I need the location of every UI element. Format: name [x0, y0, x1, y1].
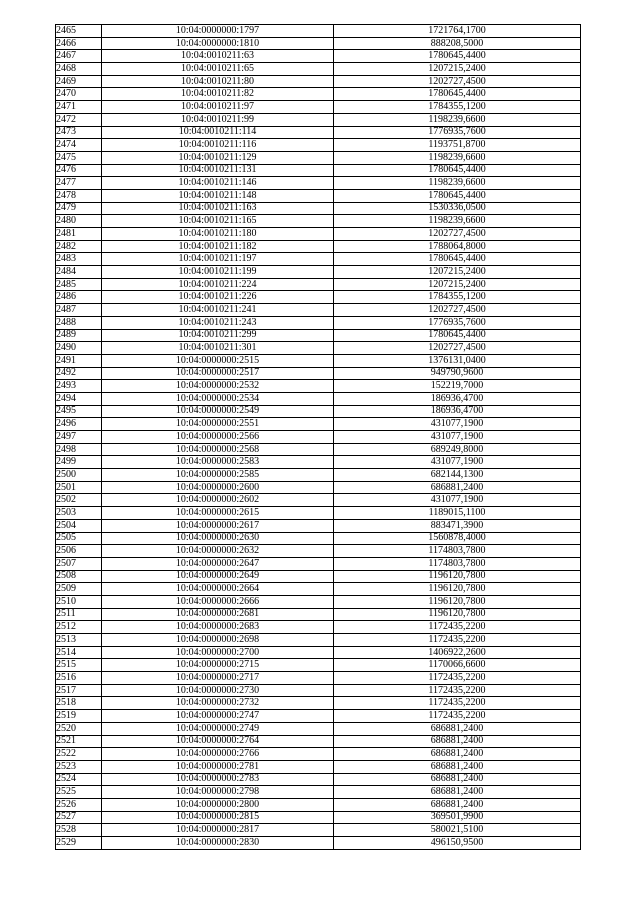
table-row [56, 824, 581, 837]
row-number-cell: 2468 [56, 63, 102, 76]
row-number-cell: 2522 [56, 748, 102, 761]
value-cell: 1196120,7800 [334, 583, 581, 596]
row-number-cell: 2486 [56, 291, 102, 304]
row-number-cell: 2487 [56, 304, 102, 317]
table-row [56, 646, 581, 659]
table-row [56, 722, 581, 735]
cadastral-number-cell: 10:04:0000000:2600 [102, 481, 334, 494]
value-cell: 1202727,4500 [334, 228, 581, 241]
cadastral-number-cell: 10:04:0010211:226 [102, 291, 334, 304]
value-cell: 686881,2400 [334, 798, 581, 811]
table-row [56, 456, 581, 469]
row-number-cell: 2477 [56, 177, 102, 190]
value-cell: 1207215,2400 [334, 266, 581, 279]
value-cell: 1193751,8700 [334, 139, 581, 152]
value-cell: 1780645,4400 [334, 253, 581, 266]
value-cell: 431077,1900 [334, 431, 581, 444]
value-cell: 431077,1900 [334, 494, 581, 507]
cadastral-number-cell: 10:04:0010211:163 [102, 202, 334, 215]
table-row [56, 88, 581, 101]
cadastral-number-cell: 10:04:0000000:2583 [102, 456, 334, 469]
table-row [56, 151, 581, 164]
value-cell: 1189015,1100 [334, 507, 581, 520]
value-cell: 1196120,7800 [334, 595, 581, 608]
table-row [56, 773, 581, 786]
table-row [56, 811, 581, 824]
cadastral-number-cell: 10:04:0000000:2717 [102, 672, 334, 685]
table-row [56, 672, 581, 685]
table-row [56, 570, 581, 583]
row-number-cell: 2523 [56, 760, 102, 773]
row-number-cell: 2478 [56, 189, 102, 202]
cadastral-number-cell: 10:04:0010211:148 [102, 189, 334, 202]
cadastral-number-cell: 10:04:0010211:131 [102, 164, 334, 177]
table-body [56, 25, 581, 850]
cadastral-number-cell: 10:04:0000000:2764 [102, 735, 334, 748]
cadastral-number-cell: 10:04:0010211:65 [102, 63, 334, 76]
cadastral-number-cell: 10:04:0000000:2681 [102, 608, 334, 621]
row-number-cell: 2467 [56, 50, 102, 63]
cadastral-number-cell: 10:04:0000000:2715 [102, 659, 334, 672]
cadastral-number-cell: 10:04:0000000:2551 [102, 418, 334, 431]
data-table [55, 24, 581, 850]
row-number-cell: 2472 [56, 113, 102, 126]
value-cell: 686881,2400 [334, 481, 581, 494]
row-number-cell: 2521 [56, 735, 102, 748]
cadastral-number-cell: 10:04:0000000:2532 [102, 380, 334, 393]
value-cell: 431077,1900 [334, 418, 581, 431]
value-cell: 1196120,7800 [334, 608, 581, 621]
cadastral-number-cell: 10:04:0010211:197 [102, 253, 334, 266]
table-row [56, 266, 581, 279]
cadastral-number-cell: 10:04:0000000:2766 [102, 748, 334, 761]
cadastral-number-cell: 10:04:0000000:1797 [102, 25, 334, 38]
row-number-cell: 2511 [56, 608, 102, 621]
table-row [56, 354, 581, 367]
cadastral-number-cell: 10:04:0010211:301 [102, 342, 334, 355]
value-cell: 1202727,4500 [334, 342, 581, 355]
value-cell: 888208,5000 [334, 37, 581, 50]
cadastral-number-cell: 10:04:0000000:2632 [102, 545, 334, 558]
table-row [56, 760, 581, 773]
table-row [56, 126, 581, 139]
row-number-cell: 2481 [56, 228, 102, 241]
table-row [56, 177, 581, 190]
value-cell: 186936,4700 [334, 405, 581, 418]
cadastral-number-cell: 10:04:0010211:180 [102, 228, 334, 241]
value-cell: 1202727,4500 [334, 75, 581, 88]
table-row [56, 215, 581, 228]
row-number-cell: 2482 [56, 240, 102, 253]
cadastral-number-cell: 10:04:0000000:2617 [102, 519, 334, 532]
table-row [56, 494, 581, 507]
cadastral-number-cell: 10:04:0000000:2815 [102, 811, 334, 824]
table-row [56, 278, 581, 291]
value-cell: 1207215,2400 [334, 63, 581, 76]
cadastral-number-cell: 10:04:0000000:2566 [102, 431, 334, 444]
value-cell: 1172435,2200 [334, 672, 581, 685]
table-row [56, 659, 581, 672]
value-cell: 883471,3900 [334, 519, 581, 532]
table-row [56, 786, 581, 799]
row-number-cell: 2494 [56, 392, 102, 405]
value-cell: 1172435,2200 [334, 697, 581, 710]
table-row [56, 405, 581, 418]
row-number-cell: 2491 [56, 354, 102, 367]
row-number-cell: 2473 [56, 126, 102, 139]
document-page [55, 24, 577, 850]
row-number-cell: 2514 [56, 646, 102, 659]
value-cell: 152219,7000 [334, 380, 581, 393]
cadastral-number-cell: 10:04:0000000:2647 [102, 557, 334, 570]
value-cell: 1780645,4400 [334, 189, 581, 202]
row-number-cell: 2475 [56, 151, 102, 164]
table-row [56, 139, 581, 152]
table-row [56, 316, 581, 329]
table-row [56, 37, 581, 50]
table-row [56, 342, 581, 355]
row-number-cell: 2488 [56, 316, 102, 329]
row-number-cell: 2485 [56, 278, 102, 291]
row-number-cell: 2479 [56, 202, 102, 215]
value-cell: 186936,4700 [334, 392, 581, 405]
value-cell: 1780645,4400 [334, 329, 581, 342]
cadastral-number-cell: 10:04:0000000:2534 [102, 392, 334, 405]
value-cell: 1406922,2600 [334, 646, 581, 659]
table-row [56, 63, 581, 76]
table-row [56, 113, 581, 126]
row-number-cell: 2498 [56, 443, 102, 456]
table-row [56, 253, 581, 266]
row-number-cell: 2469 [56, 75, 102, 88]
value-cell: 1780645,4400 [334, 88, 581, 101]
value-cell: 686881,2400 [334, 773, 581, 786]
row-number-cell: 2527 [56, 811, 102, 824]
cadastral-number-cell: 10:04:0010211:97 [102, 101, 334, 114]
cadastral-number-cell: 10:04:0000000:2700 [102, 646, 334, 659]
row-number-cell: 2500 [56, 469, 102, 482]
row-number-cell: 2496 [56, 418, 102, 431]
cadastral-number-cell: 10:04:0000000:2747 [102, 710, 334, 723]
value-cell: 580021,5100 [334, 824, 581, 837]
cadastral-number-cell: 10:04:0000000:2781 [102, 760, 334, 773]
cadastral-number-cell: 10:04:0010211:82 [102, 88, 334, 101]
value-cell: 1780645,4400 [334, 50, 581, 63]
cadastral-number-cell: 10:04:0000000:2615 [102, 507, 334, 520]
value-cell: 1780645,4400 [334, 164, 581, 177]
cadastral-number-cell: 10:04:0010211:129 [102, 151, 334, 164]
table-row [56, 164, 581, 177]
value-cell: 1776935,7600 [334, 126, 581, 139]
row-number-cell: 2508 [56, 570, 102, 583]
table-row [56, 469, 581, 482]
value-cell: 1784355,1200 [334, 101, 581, 114]
value-cell: 431077,1900 [334, 456, 581, 469]
value-cell: 682144,1300 [334, 469, 581, 482]
value-cell: 1198239,6600 [334, 215, 581, 228]
table-row [56, 329, 581, 342]
cadastral-number-cell: 10:04:0010211:116 [102, 139, 334, 152]
cadastral-number-cell: 10:04:0000000:2798 [102, 786, 334, 799]
cadastral-number-cell: 10:04:0000000:2732 [102, 697, 334, 710]
cadastral-number-cell: 10:04:0000000:2585 [102, 469, 334, 482]
row-number-cell: 2502 [56, 494, 102, 507]
cadastral-number-cell: 10:04:0000000:2730 [102, 684, 334, 697]
value-cell: 1172435,2200 [334, 684, 581, 697]
cadastral-number-cell: 10:04:0000000:2749 [102, 722, 334, 735]
value-cell: 1530336,0500 [334, 202, 581, 215]
table-row [56, 380, 581, 393]
row-number-cell: 2526 [56, 798, 102, 811]
row-number-cell: 2519 [56, 710, 102, 723]
cadastral-number-cell: 10:04:0000000:2515 [102, 354, 334, 367]
table-row [56, 697, 581, 710]
cadastral-number-cell: 10:04:0010211:224 [102, 278, 334, 291]
row-number-cell: 2474 [56, 139, 102, 152]
value-cell: 686881,2400 [334, 760, 581, 773]
row-number-cell: 2471 [56, 101, 102, 114]
cadastral-number-cell: 10:04:0010211:99 [102, 113, 334, 126]
table-row [56, 431, 581, 444]
cadastral-number-cell: 10:04:0000000:2630 [102, 532, 334, 545]
cadastral-number-cell: 10:04:0010211:241 [102, 304, 334, 317]
table-row [56, 634, 581, 647]
cadastral-number-cell: 10:04:0010211:63 [102, 50, 334, 63]
row-number-cell: 2509 [56, 583, 102, 596]
table-row [56, 240, 581, 253]
value-cell: 496150,9500 [334, 837, 581, 850]
table-row [56, 519, 581, 532]
value-cell: 1174803,7800 [334, 557, 581, 570]
value-cell: 1776935,7600 [334, 316, 581, 329]
table-row [56, 545, 581, 558]
value-cell: 369501,9900 [334, 811, 581, 824]
table-row [56, 304, 581, 317]
table-row [56, 50, 581, 63]
row-number-cell: 2470 [56, 88, 102, 101]
cadastral-number-cell: 10:04:0000000:2683 [102, 621, 334, 634]
cadastral-number-cell: 10:04:0000000:2568 [102, 443, 334, 456]
table-row [56, 189, 581, 202]
cadastral-number-cell: 10:04:0010211:199 [102, 266, 334, 279]
row-number-cell: 2510 [56, 595, 102, 608]
cadastral-number-cell: 10:04:0010211:80 [102, 75, 334, 88]
cadastral-number-cell: 10:04:0010211:114 [102, 126, 334, 139]
row-number-cell: 2512 [56, 621, 102, 634]
value-cell: 1172435,2200 [334, 634, 581, 647]
value-cell: 1207215,2400 [334, 278, 581, 291]
table-row [56, 557, 581, 570]
row-number-cell: 2525 [56, 786, 102, 799]
row-number-cell: 2493 [56, 380, 102, 393]
cadastral-number-cell: 10:04:0000000:2664 [102, 583, 334, 596]
cadastral-number-cell: 10:04:0010211:146 [102, 177, 334, 190]
row-number-cell: 2507 [56, 557, 102, 570]
cadastral-number-cell: 10:04:0010211:243 [102, 316, 334, 329]
row-number-cell: 2483 [56, 253, 102, 266]
value-cell: 949790,9600 [334, 367, 581, 380]
row-number-cell: 2495 [56, 405, 102, 418]
row-number-cell: 2503 [56, 507, 102, 520]
value-cell: 1198239,6600 [334, 177, 581, 190]
row-number-cell: 2476 [56, 164, 102, 177]
cadastral-number-cell: 10:04:0010211:299 [102, 329, 334, 342]
row-number-cell: 2516 [56, 672, 102, 685]
table-row [56, 418, 581, 431]
table-row [56, 507, 581, 520]
table-row [56, 291, 581, 304]
table-row [56, 710, 581, 723]
value-cell: 1376131,0400 [334, 354, 581, 367]
value-cell: 1788064,8000 [334, 240, 581, 253]
value-cell: 1721764,1700 [334, 25, 581, 38]
table-row [56, 748, 581, 761]
table-row [56, 101, 581, 114]
cadastral-number-cell: 10:04:0000000:2602 [102, 494, 334, 507]
cadastral-number-cell: 10:04:0000000:2517 [102, 367, 334, 380]
table-row [56, 228, 581, 241]
row-number-cell: 2528 [56, 824, 102, 837]
cadastral-number-cell: 10:04:0000000:1810 [102, 37, 334, 50]
value-cell: 1198239,6600 [334, 113, 581, 126]
value-cell: 1202727,4500 [334, 304, 581, 317]
cadastral-number-cell: 10:04:0000000:2698 [102, 634, 334, 647]
row-number-cell: 2490 [56, 342, 102, 355]
row-number-cell: 2529 [56, 837, 102, 850]
row-number-cell: 2492 [56, 367, 102, 380]
table-row [56, 481, 581, 494]
value-cell: 1198239,6600 [334, 151, 581, 164]
table-row [56, 608, 581, 621]
row-number-cell: 2465 [56, 25, 102, 38]
row-number-cell: 2524 [56, 773, 102, 786]
value-cell: 1172435,2200 [334, 710, 581, 723]
table-row [56, 202, 581, 215]
value-cell: 689249,8000 [334, 443, 581, 456]
row-number-cell: 2504 [56, 519, 102, 532]
value-cell: 686881,2400 [334, 786, 581, 799]
table-row [56, 75, 581, 88]
row-number-cell: 2497 [56, 431, 102, 444]
row-number-cell: 2489 [56, 329, 102, 342]
row-number-cell: 2505 [56, 532, 102, 545]
cadastral-number-cell: 10:04:0010211:165 [102, 215, 334, 228]
table-row [56, 532, 581, 545]
cadastral-number-cell: 10:04:0000000:2549 [102, 405, 334, 418]
table-row [56, 25, 581, 38]
row-number-cell: 2480 [56, 215, 102, 228]
row-number-cell: 2499 [56, 456, 102, 469]
row-number-cell: 2513 [56, 634, 102, 647]
table-row [56, 798, 581, 811]
row-number-cell: 2518 [56, 697, 102, 710]
table-row [56, 621, 581, 634]
row-number-cell: 2466 [56, 37, 102, 50]
table-row [56, 443, 581, 456]
row-number-cell: 2506 [56, 545, 102, 558]
value-cell: 686881,2400 [334, 735, 581, 748]
value-cell: 686881,2400 [334, 748, 581, 761]
row-number-cell: 2484 [56, 266, 102, 279]
table-row [56, 837, 581, 850]
value-cell: 1172435,2200 [334, 621, 581, 634]
cadastral-number-cell: 10:04:0010211:182 [102, 240, 334, 253]
table-row [56, 595, 581, 608]
value-cell: 1174803,7800 [334, 545, 581, 558]
row-number-cell: 2501 [56, 481, 102, 494]
table-row [56, 367, 581, 380]
value-cell: 1196120,7800 [334, 570, 581, 583]
cadastral-number-cell: 10:04:0000000:2800 [102, 798, 334, 811]
table-row [56, 583, 581, 596]
table-row [56, 392, 581, 405]
row-number-cell: 2520 [56, 722, 102, 735]
row-number-cell: 2515 [56, 659, 102, 672]
value-cell: 1560878,4000 [334, 532, 581, 545]
value-cell: 686881,2400 [334, 722, 581, 735]
cadastral-number-cell: 10:04:0000000:2830 [102, 837, 334, 850]
table-row [56, 735, 581, 748]
cadastral-number-cell: 10:04:0000000:2649 [102, 570, 334, 583]
value-cell: 1170066,6600 [334, 659, 581, 672]
row-number-cell: 2517 [56, 684, 102, 697]
cadastral-number-cell: 10:04:0000000:2817 [102, 824, 334, 837]
value-cell: 1784355,1200 [334, 291, 581, 304]
cadastral-number-cell: 10:04:0000000:2666 [102, 595, 334, 608]
cadastral-number-cell: 10:04:0000000:2783 [102, 773, 334, 786]
table-row [56, 684, 581, 697]
